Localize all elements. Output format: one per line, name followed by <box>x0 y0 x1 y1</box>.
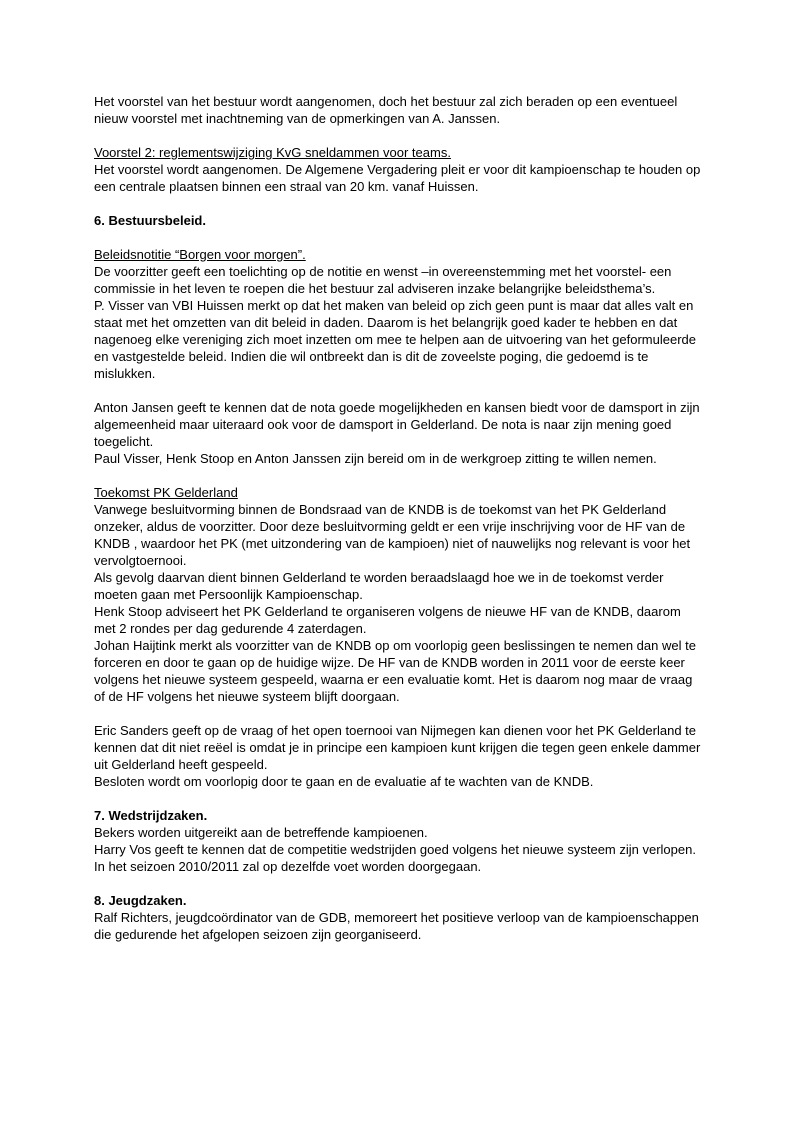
paragraph: Johan Haijtink merkt als voorzitter van de KNDB op om voorlopig geen beslissingen te nemen dan wel te forceren en door te gaan op de huidige wijze. De HF van de KNDB worden in 2011 voor de eerste keer volgens het nieuwe systeem gespeeld, waarna er een evaluatie komt. Het is daarom nog maar de vraag of de HF volgens het nieuwe systeem blijft doorgaan. <box>94 638 696 704</box>
topic-heading: Beleidsnotitie “Borgen voor morgen”. <box>94 247 306 262</box>
paragraph: Henk Stoop adviseert het PK Gelderland te organiseren volgens de nieuwe HF van de KNDB, daarom met 2 rondes per dag gedurende 4 zaterdagen. <box>94 604 681 636</box>
blank-line <box>94 790 706 807</box>
blank-line <box>94 467 706 484</box>
section-heading: 7. Wedstrijdzaken. <box>94 808 208 823</box>
paragraph: De voorzitter geeft een toelichting op de notitie en wenst –in overeenstemming met het voorstel- een commissie in het leven te roepen die het bestuur zal adviseren inzake belangrijke beleidsthema’s. <box>94 264 672 296</box>
paragraph: Het voorstel wordt aangenomen. De Algemene Vergadering pleit er voor dit kampioenschap te houden op een centrale plaatsen binnen een straal van 20 km. vanaf Huissen. <box>94 162 701 194</box>
paragraph: Harry Vos geeft te kennen dat de competitie wedstrijden goed volgens het nieuwe systeem zijn verlopen. <box>94 842 696 857</box>
paragraph: Bekers worden uitgereikt aan de betreffende kampioenen. <box>94 825 428 840</box>
topic-heading: Toekomst PK Gelderland <box>94 485 238 500</box>
paragraph: In het seizoen 2010/2011 zal op dezelfde voet worden doorgegaan. <box>94 859 482 874</box>
paragraph: Anton Jansen geeft te kennen dat de nota goede mogelijkheden en kansen biedt voor de damsport in zijn algemeenheid maar uiteraard ook voor de damsport in Gelderland. De nota is naar zijn mening goed toegelicht. <box>94 400 700 449</box>
section-heading: 8. Jeugdzaken. <box>94 893 187 908</box>
topic-heading: Voorstel 2: reglementswijziging KvG sneldammen voor teams. <box>94 145 451 160</box>
paragraph: P. Visser van VBI Huissen merkt op dat het maken van beleid op zich geen punt is maar dat alles valt en staat met het omzetten van dit beleid in daden. Daarom is het belangrijk goed kader te hebben en dat nagenoeg elke vereniging zich moet inzetten om mee te helpen aan de uitvoering van het geformuleerde en vastgestelde beleid. Indien die wil ontbreekt dan is dit de zoveelste poging, die gedoemd is te mislukken. <box>94 298 697 381</box>
paragraph: Het voorstel van het bestuur wordt aangenomen, doch het bestuur zal zich beraden op een eventueel nieuw voorstel met inachtneming van de opmerkingen van A. Janssen. <box>94 94 678 126</box>
document-content <box>94 93 706 943</box>
blank-line <box>94 875 706 892</box>
paragraph: Besloten wordt om voorlopig door te gaan en de evaluatie af te wachten van de KNDB. <box>94 774 594 789</box>
blank-line <box>94 229 706 246</box>
paragraph: Vanwege besluitvorming binnen de Bondsraad van de KNDB is de toekomst van het PK Gelderland onzeker, aldus de voorzitter. Door deze besluitvorming geldt er een vrije inschrijving voor de HF van de KNDB , waardoor het PK (met uitzondering van de kampioen) niet of nauwelijks nog relevant is voor het vervolgtoernooi. <box>94 502 691 568</box>
blank-line <box>94 382 706 399</box>
paragraph: Als gevolg daarvan dient binnen Gelderland te worden beraadslaagd hoe we in de toekomst verder moeten gaan met Persoonlijk Kampioenschap. <box>94 570 664 602</box>
blank-line <box>94 705 706 722</box>
paragraph: Eric Sanders geeft op de vraag of het open toernooi van Nijmegen kan dienen voor het PK Gelderland te kennen dat dit niet reëel is omdat je in principe een kampioen kunt krijgen die tegen geen enkele dammer uit Gelderland heeft gespeeld. <box>94 723 701 772</box>
paragraph: Paul Visser, Henk Stoop en Anton Janssen zijn bereid om in de werkgroep zitting te willen nemen. <box>94 451 657 466</box>
blank-line <box>94 127 706 144</box>
blank-line <box>94 195 706 212</box>
section-heading: 6. Bestuursbeleid. <box>94 213 206 228</box>
paragraph: Ralf Richters, jeugdcoördinator van de GDB, memoreert het positieve verloop van de kampioenschappen die gedurende het afgelopen seizoen zijn georganiseerd. <box>94 910 699 942</box>
